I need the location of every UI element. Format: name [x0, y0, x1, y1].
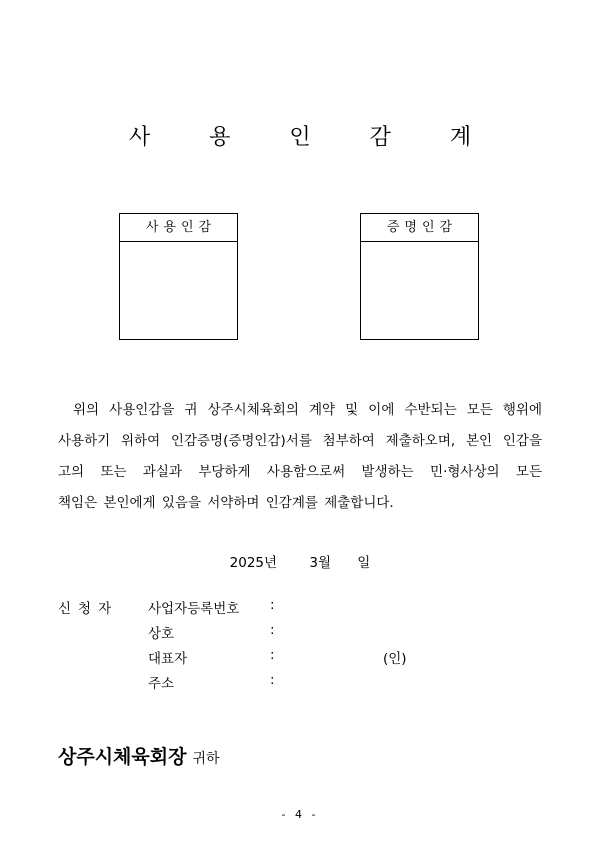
field-label: 주소 [148, 676, 175, 692]
certified-seal-box [360, 213, 479, 340]
field-representative [148, 647, 275, 667]
declaration-paragraph [58, 395, 542, 519]
paragraph-line: 책임은 본인에게 있음을 서약하며 인감계를 제출합니다. [58, 495, 394, 511]
paragraph-line: 사용하기 위하여 인감증명(증명인감)서를 첨부하여 제출하오며, 본인 인감을 [58, 433, 542, 449]
addressee-suffix: 귀하 [192, 751, 220, 767]
page-number: - 4 - [281, 808, 319, 821]
paragraph-line: 고의 또는 과실과 부당하게 사용함으로써 발생하는 민·형사상의 모든 [58, 464, 542, 480]
seal-mark: (인) [383, 651, 407, 667]
field-colon: : [270, 647, 275, 663]
addressee [58, 742, 220, 769]
field-colon: : [270, 597, 275, 613]
field-label: 사업자등록번호 [148, 601, 240, 617]
date-year: 2025년 [229, 555, 278, 571]
usage-seal-box [119, 213, 238, 340]
paragraph-line: 위의 사용인감을 귀 상주시체육회의 계약 및 이에 수반되는 모든 행위에 [73, 402, 542, 418]
date-month: 3월 [309, 555, 331, 571]
field-label: 상호 [148, 626, 175, 642]
addressee-organization: 상주시체육회장 [58, 746, 187, 768]
document-title: 사 용 인 감 계 [128, 125, 498, 150]
field-label: 대표자 [148, 651, 188, 667]
field-address [148, 672, 275, 692]
certified-seal-label: 증명인감 [361, 214, 478, 242]
date-day: 일 [357, 555, 371, 571]
field-colon: : [270, 672, 275, 688]
field-business-number [148, 597, 275, 617]
field-company-name [148, 622, 275, 642]
applicant-heading: 신청자 [58, 601, 119, 617]
field-colon: : [270, 622, 275, 638]
submission-date [0, 551, 600, 571]
usage-seal-label: 사용인감 [120, 214, 237, 242]
